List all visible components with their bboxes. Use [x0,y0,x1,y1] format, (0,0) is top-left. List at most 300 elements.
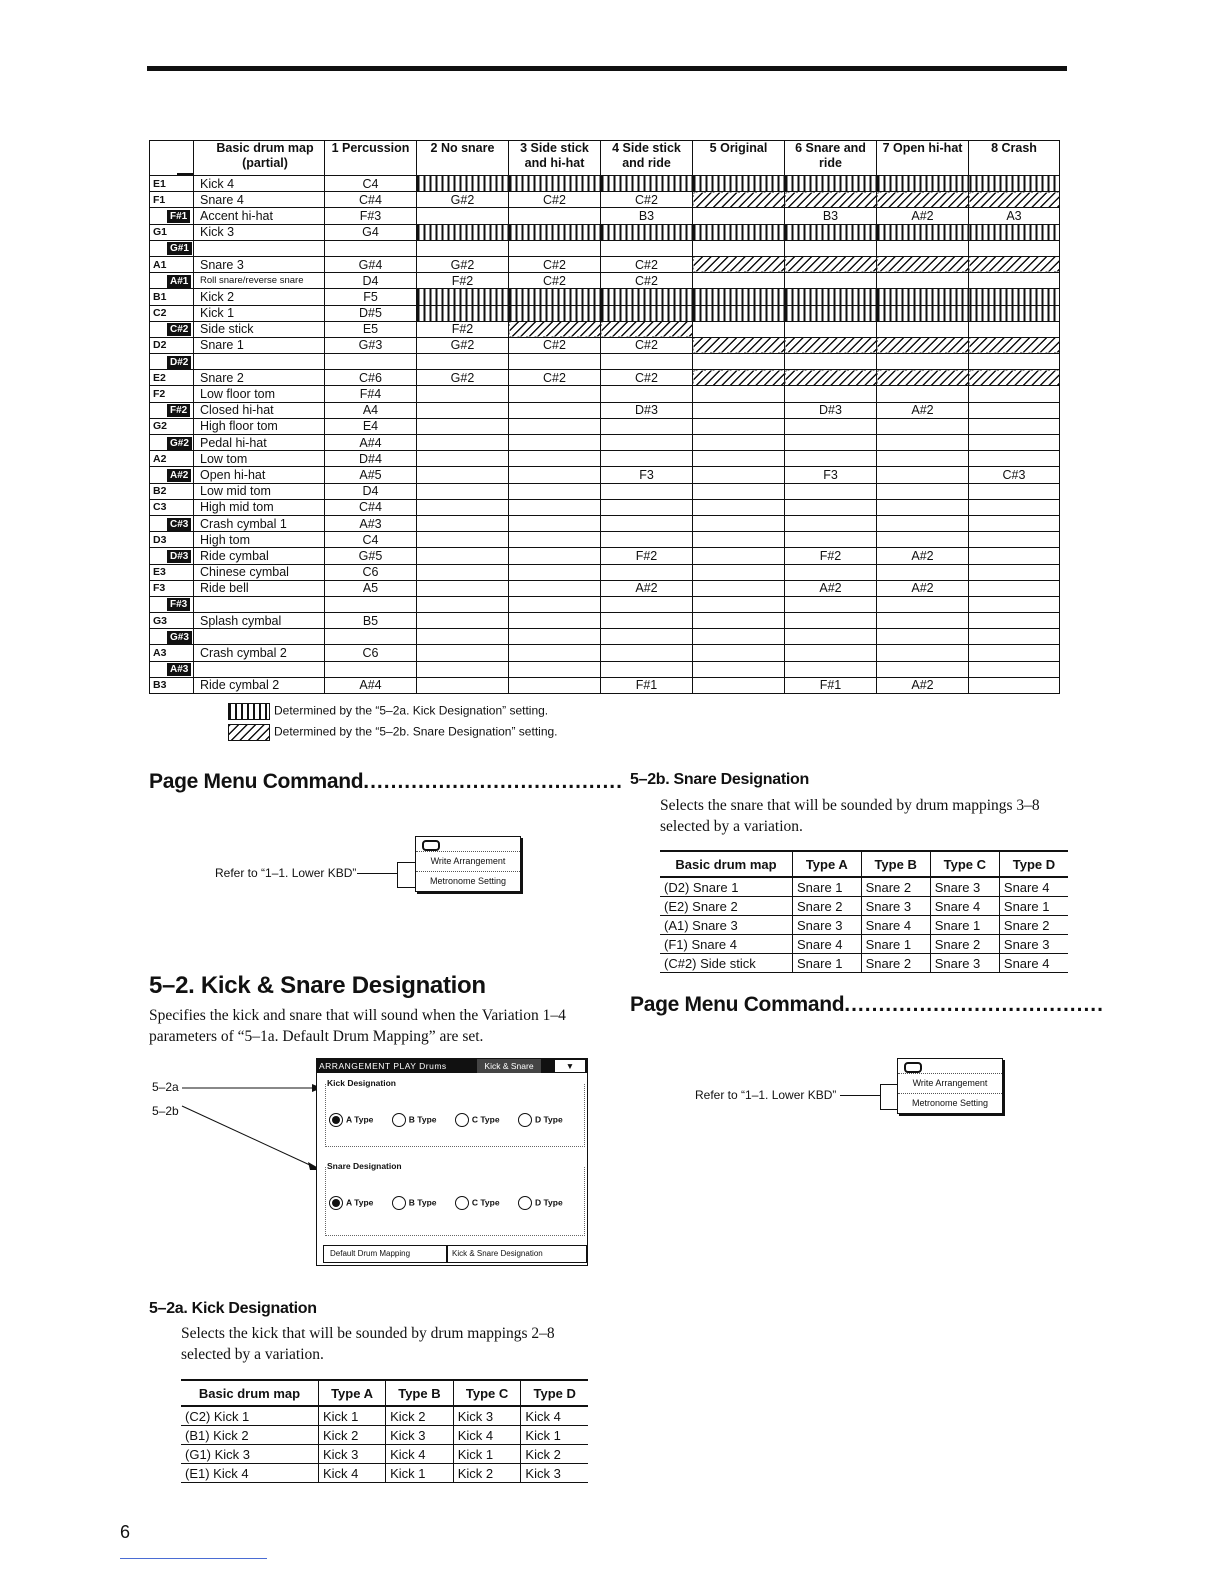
note-value-cell [877,532,969,548]
note-value-cell [417,467,509,483]
kick-pattern-cell [877,305,969,321]
note-value-cell [877,240,969,256]
note-value-cell [693,580,785,596]
note-value-cell [417,515,509,531]
lcd-tabs [323,1245,587,1263]
drum-map-row [150,629,1060,645]
page-menu-dots: ...................................... [363,770,623,793]
drum-map-row [150,467,1060,483]
note-value-cell [693,596,785,612]
note-value-cell [693,418,785,434]
table-cell: Snare 1 [861,935,930,954]
note-value-cell [601,515,693,531]
table-cell: Kick 1 [386,1464,454,1483]
note-label: E1 [150,176,194,192]
menu-metronome-setting-right[interactable]: Metronome Setting [898,1093,1002,1113]
instrument-name: Low tom [194,451,325,467]
instrument-name: Snare 1 [194,337,325,353]
note-label: G#3 [150,629,194,645]
note-value-cell [509,451,601,467]
snare-col-b: Type B [861,851,930,877]
note-value-cell [509,418,601,434]
page-number: 6 [120,1522,131,1542]
snare-pattern-cell [509,321,601,337]
page-menu-dots-right: ...................................... [844,993,1104,1016]
note-value-cell: A4 [325,402,417,418]
snare-pattern-cell [785,337,877,353]
page-menu-box-left [415,836,521,892]
note-label: A1 [150,256,194,272]
table-cell: Kick 1 [521,1426,588,1445]
drum-map-row [150,256,1060,272]
note-value-cell: G#2 [417,256,509,272]
note-value-cell [693,515,785,531]
menu-tab-icon [416,837,520,851]
instrument-name: Ride cymbal 2 [194,677,325,693]
lcd-title: ARRANGEMENT PLAY Drums [319,1061,447,1071]
page-menu-title: Page Menu Command [149,770,364,793]
header-no-snare: 2 No snare [417,141,509,176]
note-value-cell [601,613,693,629]
note-value-cell [509,661,601,677]
note-value-cell: C#2 [601,192,693,208]
note-value-cell [785,645,877,661]
instrument-name: Crash cymbal 1 [194,515,325,531]
note-value-cell: B3 [785,208,877,224]
note-value-cell: C#2 [509,337,601,353]
legend-snare [228,724,558,741]
menu-write-arrangement[interactable]: Write Arrangement [416,851,520,871]
snare-pattern-swatch [228,724,270,741]
drum-map-row [150,435,1060,451]
note-value-cell [601,386,693,402]
instrument-name: Ride cymbal [194,548,325,564]
lcd-snare-label: Snare Designation [327,1161,402,1171]
table-row [660,877,1068,897]
note-value-cell [693,354,785,370]
note-value-cell [601,661,693,677]
note-value-cell: C#2 [509,192,601,208]
table-cell: Snare 4 [999,877,1068,897]
note-value-cell: A3 [969,208,1060,224]
snare-pattern-cell [969,370,1060,386]
drum-map-row [150,596,1060,612]
note-value-cell [417,499,509,515]
drum-map-row [150,548,1060,564]
note-value-cell [417,435,509,451]
snare-radio-b[interactable]: B Type [392,1196,437,1210]
section-title: 5–2. Kick & Snare Designation [149,972,486,999]
table-row [660,916,1068,935]
note-label: G2 [150,418,194,434]
snare-radio-c[interactable]: C Type [455,1196,500,1210]
tab-kick-snare-designation[interactable]: Kick & Snare Designation [452,1249,543,1258]
note-value-cell: C#3 [969,467,1060,483]
table-cell: Snare 3 [861,897,930,916]
note-value-cell [969,564,1060,580]
refer-bracket-left [397,862,416,888]
note-value-cell: A#2 [877,208,969,224]
note-value-cell [693,499,785,515]
header-basic-map: Basic drum map (partial) [194,141,325,176]
snare-pattern-cell [877,192,969,208]
snare-pattern-cell [785,370,877,386]
note-label: F1 [150,192,194,208]
kick-table-header [181,1380,588,1406]
note-value-cell [877,418,969,434]
note-value-cell [509,596,601,612]
note-value-cell: F#2 [417,273,509,289]
note-value-cell: B5 [325,613,417,629]
note-label: F2 [150,386,194,402]
callout-label-5-2b: 5–2b [152,1104,179,1118]
note-label: G3 [150,613,194,629]
note-value-cell [969,677,1060,693]
kick-pattern-cell [785,289,877,305]
drum-map-row [150,176,1060,192]
kick-pattern-cell [693,289,785,305]
callout-label-5-2a: 5–2a [152,1080,179,1094]
menu-write-arrangement-right[interactable]: Write Arrangement [898,1073,1002,1093]
snare-radio-a[interactable]: A Type [329,1196,373,1210]
note-label: C3 [150,499,194,515]
note-label: A#2 [150,467,194,483]
kick-pattern-cell [877,176,969,192]
note-label: A#3 [150,661,194,677]
note-value-cell: C#4 [325,192,417,208]
snare-designation-body: Selects the snare that will be sounded by drum mappings 3–8 selected by a variation. [660,797,1040,835]
note-value-cell [509,645,601,661]
table-cell: Snare 2 [930,935,999,954]
note-value-cell [417,451,509,467]
note-value-cell [509,354,601,370]
note-value-cell: E4 [325,418,417,434]
note-value-cell [693,645,785,661]
note-value-cell [785,321,877,337]
kick-pattern-cell [877,289,969,305]
instrument-name: Side stick [194,321,325,337]
note-value-cell: C4 [325,176,417,192]
legend-snare-text: Determined by the “5–2b. Snare Designation” setting. [274,724,558,739]
note-value-cell [417,402,509,418]
drum-map-row [150,289,1060,305]
note-value-cell: C#4 [325,499,417,515]
note-value-cell [509,467,601,483]
note-label: G#1 [150,240,194,256]
note-label: B2 [150,483,194,499]
note-value-cell [509,677,601,693]
table-cell: Snare 4 [999,954,1068,973]
note-value-cell [785,515,877,531]
note-value-cell: F3 [785,467,877,483]
drum-map-table [149,140,1060,694]
note-value-cell [601,629,693,645]
note-value-cell [969,515,1060,531]
note-value-cell [417,596,509,612]
note-value-cell [785,661,877,677]
note-value-cell [969,451,1060,467]
table-cell: Snare 2 [861,954,930,973]
note-value-cell: B3 [601,208,693,224]
note-value-cell [325,661,417,677]
note-value-cell [693,435,785,451]
note-value-cell: F#1 [785,677,877,693]
tab-default-drum-mapping[interactable]: Default Drum Mapping [330,1249,411,1258]
table-cell: Snare 3 [930,877,999,897]
note-value-cell: A#2 [877,677,969,693]
instrument-name [194,661,325,677]
drum-map-row [150,418,1060,434]
note-value-cell [509,499,601,515]
instrument-name: High floor tom [194,418,325,434]
note-value-cell: F#2 [417,321,509,337]
kick-pattern-cell [601,224,693,240]
note-value-cell [417,564,509,580]
note-label: C#2 [150,321,194,337]
kick-col-d: Type D [521,1380,588,1406]
table-cell: Snare 2 [793,897,862,916]
note-value-cell: F#2 [601,548,693,564]
note-value-cell [877,629,969,645]
note-value-cell [785,596,877,612]
note-value-cell [417,613,509,629]
note-value-cell: G#3 [325,337,417,353]
note-value-cell [601,483,693,499]
note-value-cell [417,483,509,499]
snare-radio-d[interactable]: D Type [518,1196,563,1210]
table-cell: Snare 4 [930,897,999,916]
table-cell: Snare 1 [793,954,862,973]
table-cell: Kick 4 [319,1464,386,1483]
kick-pattern-cell [785,305,877,321]
snare-designation-title: 5–2b. Snare Designation [630,771,809,788]
note-value-cell [877,661,969,677]
table-cell: Kick 3 [521,1464,588,1483]
note-value-cell [693,564,785,580]
instrument-name: Low mid tom [194,483,325,499]
note-value-cell [877,613,969,629]
note-value-cell [693,208,785,224]
lcd-menu-arrow[interactable]: ▼ [555,1060,585,1072]
note-value-cell [601,451,693,467]
note-value-cell [877,435,969,451]
note-value-cell [785,499,877,515]
note-label: F3 [150,580,194,596]
kick-pattern-cell [417,224,509,240]
drum-map-row [150,224,1060,240]
note-value-cell [877,564,969,580]
drum-map-row [150,321,1060,337]
drum-map-row [150,402,1060,418]
note-value-cell [325,596,417,612]
note-value-cell [969,418,1060,434]
note-value-cell [693,613,785,629]
snare-pattern-cell [785,192,877,208]
drum-map-row [150,386,1060,402]
note-header [150,141,194,176]
note-value-cell [877,515,969,531]
note-value-cell: G#2 [417,370,509,386]
note-value-cell: F#4 [325,386,417,402]
section-body: Specifies the kick and snare that will sound when the Variation 1–4 parameters of “5–1a. Default Drum Mapping” are set. [149,1007,566,1045]
kick-pattern-cell [509,289,601,305]
instrument-name [194,629,325,645]
note-value-cell [509,402,601,418]
note-value-cell [509,532,601,548]
header-side-stick-ride: 4 Side stick and ride [601,141,693,176]
table-row [660,935,1068,954]
note-value-cell: C4 [325,532,417,548]
note-value-cell: A#4 [325,677,417,693]
note-value-cell: F#3 [325,208,417,224]
footer-link-line [120,1558,267,1559]
note-value-cell: A#2 [877,548,969,564]
table-cell: Snare 4 [861,916,930,935]
lcd-titlebar [317,1059,587,1073]
note-value-cell: C#2 [509,370,601,386]
kick-pattern-cell [785,176,877,192]
note-label: E2 [150,370,194,386]
note-value-cell [509,240,601,256]
note-value-cell [417,354,509,370]
refer-line-right [840,1095,880,1096]
table-cell: (C#2) Side stick [660,954,793,973]
drum-map-row [150,240,1060,256]
kick-pattern-cell [601,176,693,192]
note-label: D#2 [150,354,194,370]
drum-map-row [150,483,1060,499]
instrument-name: Splash cymbal [194,613,325,629]
note-value-cell [417,548,509,564]
note-value-cell [601,418,693,434]
note-value-cell [969,386,1060,402]
callout-lines [180,1078,330,1178]
instrument-name: Low floor tom [194,386,325,402]
legend-kick [228,703,548,720]
note-value-cell [969,354,1060,370]
table-cell: Kick 2 [386,1406,454,1426]
note-value-cell [877,451,969,467]
header-side-stick-hihat: 3 Side stick and hi-hat [509,141,601,176]
note-value-cell [509,548,601,564]
snare-col-a: Type A [793,851,862,877]
note-value-cell: C6 [325,564,417,580]
kick-radio-c[interactable]: C Type [455,1113,500,1127]
note-value-cell: C#2 [601,337,693,353]
kick-pattern-cell [693,305,785,321]
header-percussion: 1 Percussion [325,141,417,176]
note-value-cell: F#2 [785,548,877,564]
instrument-name: High tom [194,532,325,548]
note-label: F#1 [150,208,194,224]
tab-divider [446,1246,448,1262]
note-value-cell [785,386,877,402]
table-cell: Kick 4 [386,1445,454,1464]
kick-pattern-cell [601,305,693,321]
snare-pattern-cell [969,337,1060,353]
note-value-cell [969,613,1060,629]
note-value-cell [509,580,601,596]
kick-pattern-cell [509,305,601,321]
instrument-name: Snare 4 [194,192,325,208]
menu-metronome-setting[interactable]: Metronome Setting [416,871,520,891]
note-value-cell [693,451,785,467]
instrument-name: Kick 3 [194,224,325,240]
kick-pattern-cell [509,224,601,240]
note-value-cell [693,629,785,645]
instrument-name: Roll snare/reverse snare [194,273,325,289]
refer-text-left: Refer to “1–1. Lower KBD” [215,866,357,880]
note-label: G1 [150,224,194,240]
kick-pattern-cell [417,176,509,192]
note-value-cell [969,240,1060,256]
note-value-cell: A#4 [325,435,417,451]
note-value-cell [417,677,509,693]
note-value-cell [969,532,1060,548]
instrument-name: Kick 2 [194,289,325,305]
kick-radio-d[interactable]: D Type [518,1113,563,1127]
lcd-kick-label: Kick Designation [327,1078,396,1088]
snare-pattern-cell [969,192,1060,208]
note-value-cell [417,418,509,434]
note-value-cell: G#2 [417,337,509,353]
instrument-name: High mid tom [194,499,325,515]
note-value-cell [785,483,877,499]
note-label: D2 [150,337,194,353]
note-value-cell [969,499,1060,515]
table-row [181,1445,588,1464]
note-value-cell [509,386,601,402]
note-value-cell: C6 [325,645,417,661]
note-value-cell [877,386,969,402]
note-value-cell: G#2 [417,192,509,208]
kick-radio-b[interactable]: B Type [392,1113,437,1127]
note-label: E3 [150,564,194,580]
note-value-cell [693,402,785,418]
note-label: D#3 [150,548,194,564]
note-label: C2 [150,305,194,321]
table-cell: (E1) Kick 4 [181,1464,319,1483]
note-value-cell [877,354,969,370]
drum-map-row [150,354,1060,370]
note-value-cell: F5 [325,289,417,305]
snare-pattern-cell [877,370,969,386]
kick-radio-a[interactable]: A Type [329,1113,373,1127]
table-cell: (F1) Snare 4 [660,935,793,954]
note-value-cell: F3 [601,467,693,483]
note-value-cell: D#4 [325,451,417,467]
table-cell: Kick 4 [453,1426,521,1445]
note-value-cell [417,580,509,596]
note-value-cell: E5 [325,321,417,337]
note-value-cell [785,629,877,645]
table-cell: Snare 2 [861,877,930,897]
note-value-cell [877,645,969,661]
note-value-cell [969,273,1060,289]
drum-map-row [150,370,1060,386]
note-value-cell [509,483,601,499]
note-value-cell [417,208,509,224]
table-cell: Snare 1 [930,916,999,935]
kick-pattern-cell [417,305,509,321]
note-value-cell [693,467,785,483]
kick-designation-title: 5–2a. Kick Designation [149,1300,317,1317]
drum-map-row [150,613,1060,629]
drum-map-row [150,580,1060,596]
table-cell: Snare 3 [999,935,1068,954]
note-value-cell [509,564,601,580]
kick-col-basic: Basic drum map [181,1380,319,1406]
